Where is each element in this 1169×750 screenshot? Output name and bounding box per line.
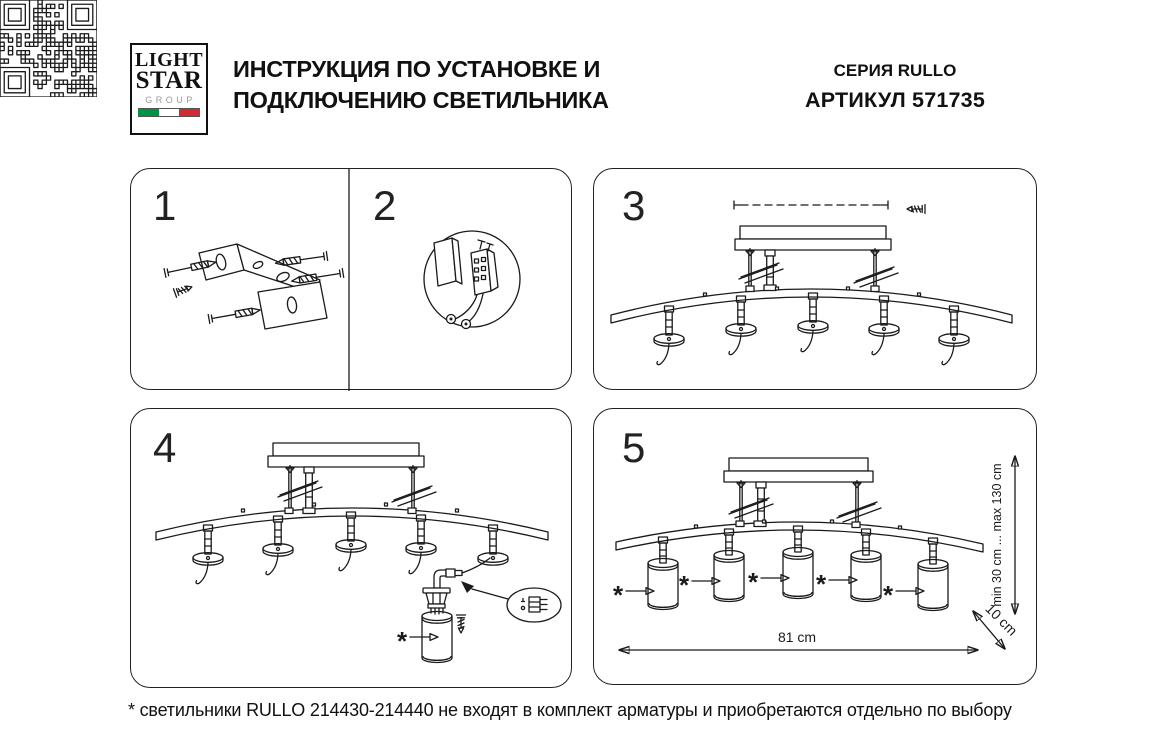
series-label: СЕРИЯ RULLO — [833, 61, 957, 80]
terminal-callout — [507, 588, 561, 622]
dimension-width — [619, 629, 978, 650]
wall-anchor-screw-icon — [275, 252, 328, 268]
logo-light: LIGHT — [134, 49, 204, 71]
canopy-plate — [735, 226, 891, 250]
product-header — [780, 61, 1010, 113]
lamp-hanger — [726, 296, 756, 355]
step5-drawing — [594, 409, 1038, 686]
asterisk-marker: * — [678, 570, 690, 600]
step1-2-drawing — [131, 169, 573, 391]
screw-icon — [173, 283, 193, 298]
height-range-label: min 30 cm ... max 130 cm — [990, 463, 1004, 607]
pointer-arrow — [410, 634, 438, 641]
dimension-depth — [973, 600, 1021, 649]
step-number-4: 4 — [153, 424, 177, 471]
title-line-2: ПОДКЛЮЧЕНИЮ СВЕТИЛЬНИКА — [233, 87, 609, 113]
lamp-connector — [434, 558, 490, 588]
wiring-detail-drawing — [424, 231, 520, 329]
lamp-hanger — [336, 512, 366, 571]
lamp-hanger — [939, 306, 969, 365]
panel-steps-1-2 — [130, 168, 572, 390]
pointer-arrow — [896, 588, 924, 595]
asterisk-marker: * — [396, 626, 408, 656]
lamp-holder — [423, 588, 450, 614]
canopy-plate — [268, 443, 424, 467]
page-title — [233, 54, 609, 116]
article-label: АРТИКУЛ 571735 — [805, 88, 985, 112]
hanging-rods — [278, 466, 436, 512]
width-label: 81 cm — [777, 629, 817, 645]
canopy-plate — [724, 458, 873, 482]
step-number-3: 3 — [622, 182, 646, 229]
title-line-1: ИНСТРУКЦИЯ ПО УСТАНОВКЕ И — [233, 56, 601, 82]
footnote: * светильники RULLO 214430-214440 не входят в комплект арматуры и приобретаются отдельно по выбору — [128, 700, 1012, 720]
pointer-arrow — [626, 588, 654, 595]
panel-step-5 — [593, 408, 1037, 685]
lamp-shade — [714, 551, 744, 602]
hanging-rods — [739, 249, 898, 288]
step3-drawing — [594, 169, 1038, 391]
lamp-shade — [918, 560, 948, 611]
logo-star: STAR — [135, 67, 203, 94]
italian-flag-icon — [138, 108, 200, 117]
asterisk-marker: * — [815, 569, 827, 599]
lamp-hanger — [478, 525, 508, 565]
wall-anchor-screw-icon — [208, 306, 261, 324]
lamp-hanger — [869, 296, 899, 355]
hanging-rods — [729, 481, 881, 525]
depth-label: 10 cm — [982, 600, 1021, 639]
step-number-2: 2 — [373, 182, 397, 229]
callout-arrow — [461, 581, 474, 593]
asterisk-marker: * — [747, 567, 759, 597]
lamp-shade — [783, 548, 813, 599]
ceiling-line — [734, 201, 888, 209]
qr-code — [0, 0, 97, 97]
screw-icon — [457, 615, 466, 633]
asterisk-marker: * — [612, 580, 624, 610]
lamp-hanger — [406, 515, 436, 574]
screw-icon — [907, 205, 925, 214]
lamp-shade — [851, 551, 881, 602]
lamp-shade — [648, 559, 678, 610]
panel-step-3 — [593, 168, 1037, 390]
pointer-arrow — [829, 577, 857, 584]
mounting-bracket-drawing — [199, 244, 327, 329]
lamp-hanger — [798, 293, 828, 352]
lightstar-logo — [130, 43, 208, 135]
lamp-hanger — [193, 525, 223, 584]
logo-group: GROUP — [145, 95, 196, 105]
panel-step-4 — [130, 408, 572, 688]
curved-rail — [611, 285, 1012, 323]
step4-drawing — [131, 409, 573, 689]
asterisk-marker: * — [882, 580, 894, 610]
step-number-1: 1 — [153, 182, 177, 229]
lamp-hanger — [263, 516, 293, 575]
pointer-arrow — [692, 578, 720, 585]
dimension-height — [990, 456, 1015, 614]
pointer-arrow — [761, 575, 789, 582]
step-number-5: 5 — [622, 424, 646, 471]
lamp-hanger — [654, 306, 684, 365]
